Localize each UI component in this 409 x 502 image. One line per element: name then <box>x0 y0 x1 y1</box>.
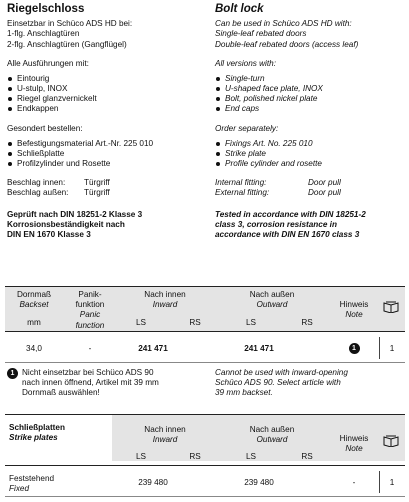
version-en-2: Bolt, polished nickel plate <box>215 94 407 104</box>
footnote-en-1: Schüco ADS 90. Select article with <box>215 378 341 388</box>
version-de-1: U-stulp, INOX <box>7 84 207 94</box>
outward-header <box>222 290 322 310</box>
version-de-2: Riegel glanzvernickelt <box>7 94 207 104</box>
rs-label: RS <box>301 318 313 327</box>
inward-ls-article: 241 471 <box>138 344 168 353</box>
fitting-label: Beschlag innen: <box>7 178 66 188</box>
strike-plates-title <box>9 423 65 443</box>
qty-value: 1 <box>389 478 395 487</box>
footnote-de-2: Dornmaß auswählen! <box>22 388 100 398</box>
outward-de: Nach außen <box>249 290 295 299</box>
panic-en: Panic <box>79 310 101 320</box>
footnote-en <box>215 368 405 399</box>
tested-en-2: accordance with DIN EN 1670 class 3 <box>215 230 360 239</box>
qty-value: 1 <box>389 344 395 353</box>
versions-heading-en: All versions with: <box>215 58 276 68</box>
rs-label: RS <box>189 452 201 461</box>
footnote-de <box>7 368 207 399</box>
book-icon <box>383 435 399 447</box>
order-en-0: Fixings Art. No. 225 010 <box>215 139 407 149</box>
fitting-value: Türgriff <box>84 178 110 188</box>
inward-header <box>120 425 210 445</box>
inward-en: Inward <box>152 435 178 445</box>
german-column <box>7 2 207 240</box>
outward-ls-article: 241 471 <box>244 344 274 353</box>
note-de: Hinweis <box>339 434 369 443</box>
rs-label: RS <box>189 318 201 327</box>
version-de-0: Eintourig <box>7 74 207 84</box>
order-de-1: Schließplatte <box>7 149 207 159</box>
table-header-rule <box>5 331 405 332</box>
ls-label: LS <box>245 452 256 461</box>
intro-en-2: Double-leaf rebated doors (access leaf) <box>215 39 359 49</box>
footnote-marker: 1 <box>7 368 18 379</box>
panic-de: Panik- <box>78 290 102 299</box>
order-heading-en: Order separately: <box>215 123 279 133</box>
backset-de: Dornmaß <box>16 290 52 299</box>
strike-plate-type-de: Feststehend <box>9 474 55 483</box>
intro-en-1: Single-leaf rebated doors <box>215 29 307 39</box>
column-divider <box>379 471 380 493</box>
title-en: Bolt lock <box>215 3 264 15</box>
inward-header <box>120 290 210 310</box>
panic-en2: function <box>75 320 105 330</box>
note-cell <box>334 343 374 354</box>
fitting-value: Türgriff <box>84 188 110 198</box>
backset-value: 34,0 <box>26 344 42 353</box>
table2-bottom-rule <box>5 496 405 497</box>
tested-en-0: Tested in accordance with DIN 18251-2 <box>215 209 366 219</box>
fitting-value: Door pull <box>308 188 341 198</box>
note-en: Note <box>345 444 363 454</box>
strike-plates-title-en: Strike plates <box>9 433 58 443</box>
tested-de-0: Geprüft nach DIN 18251-2 Klasse 3 <box>7 209 143 219</box>
inward-ls-article: 239 480 <box>138 478 168 487</box>
footnote-en-2: 39 mm backset. <box>215 388 273 398</box>
table2-header-rule <box>5 465 405 466</box>
inward-en: Inward <box>152 300 178 310</box>
order-en-2: Profile cylinder and rosette <box>215 159 407 169</box>
strike-plate-type <box>9 474 54 494</box>
note-en: Note <box>345 310 363 320</box>
intro-en-0: Can be used in Schüco ADS HD with: <box>215 19 352 29</box>
intro-de-2: 2-flg. Anschlagtüren (Gangflügel) <box>7 39 127 49</box>
fitting-inner-de <box>7 178 207 188</box>
inward-de: Nach innen <box>144 290 186 299</box>
fitting-inner-en <box>215 178 407 188</box>
intro-de-0: Einsetzbar in Schüco ADS HD bei: <box>7 19 133 29</box>
versions-heading-de: Alle Ausführungen mit: <box>7 58 89 68</box>
footnote-de-0: Nicht einsetzbar bei Schüco ADS 90 <box>22 368 154 377</box>
inward-de: Nach innen <box>144 425 186 434</box>
fitting-outer-en <box>215 188 407 198</box>
title-de: Riegelschloss <box>7 3 85 15</box>
column-divider <box>379 337 380 359</box>
order-en-1: Strike plate <box>215 149 407 159</box>
panic-value: - <box>88 344 92 353</box>
footnote-en-0: Cannot be used with inward-opening <box>215 368 348 377</box>
outward-en: Outward <box>256 435 288 445</box>
intro-de-1: 1-flg. Anschlagtüren <box>7 29 80 39</box>
table-bottom-rule <box>5 362 405 363</box>
ls-label: LS <box>135 452 146 461</box>
fitting-outer-de <box>7 188 207 198</box>
fitting-label: Internal fitting: <box>215 178 267 188</box>
fitting-value: Door pull <box>308 178 341 188</box>
outward-ls-article: 239 480 <box>244 478 274 487</box>
footnote-de-1: nach innen öffnend, Artikel mit 39 mm <box>22 378 159 388</box>
backset-en: Backset <box>19 300 49 310</box>
note-value: - <box>352 478 356 487</box>
unit-label: mm <box>27 318 41 327</box>
version-en-1: U-shaped face plate, INOX <box>215 84 407 94</box>
order-de-0: Befestigungsmaterial Art.-Nr. 225 010 <box>7 139 207 149</box>
panic-header <box>62 290 118 331</box>
outward-header <box>222 425 322 445</box>
ls-label: LS <box>135 318 146 327</box>
rs-label: RS <box>301 452 313 461</box>
order-de-2: Profilzylinder und Rosette <box>7 159 207 169</box>
tested-de-1: Korrosionsbeständigkeit nach <box>7 219 125 229</box>
tested-de-2: DIN EN 1670 Klasse 3 <box>7 230 91 239</box>
note-header <box>334 300 374 320</box>
tested-en-1: class 3, corrosion resistance in <box>215 219 337 229</box>
book-icon <box>383 301 399 313</box>
note-header <box>334 434 374 454</box>
note-de: Hinweis <box>339 300 369 309</box>
fitting-label: Beschlag außen: <box>7 188 69 198</box>
version-en-3: End caps <box>215 104 407 114</box>
panic-de2: funktion <box>75 300 105 310</box>
backset-header <box>8 290 60 310</box>
version-en-0: Single-turn <box>215 74 407 84</box>
version-de-3: Endkappen <box>7 104 207 114</box>
outward-de: Nach außen <box>249 425 295 434</box>
english-column <box>215 2 407 240</box>
strike-plates-title-de: Schließplatten <box>9 423 65 432</box>
strike-plate-type-en: Fixed <box>9 484 30 494</box>
note-marker: 1 <box>349 343 360 354</box>
fitting-label: External fitting: <box>215 188 270 198</box>
order-heading-de: Gesondert bestellen: <box>7 123 83 133</box>
ls-label: LS <box>245 318 256 327</box>
outward-en: Outward <box>256 300 288 310</box>
